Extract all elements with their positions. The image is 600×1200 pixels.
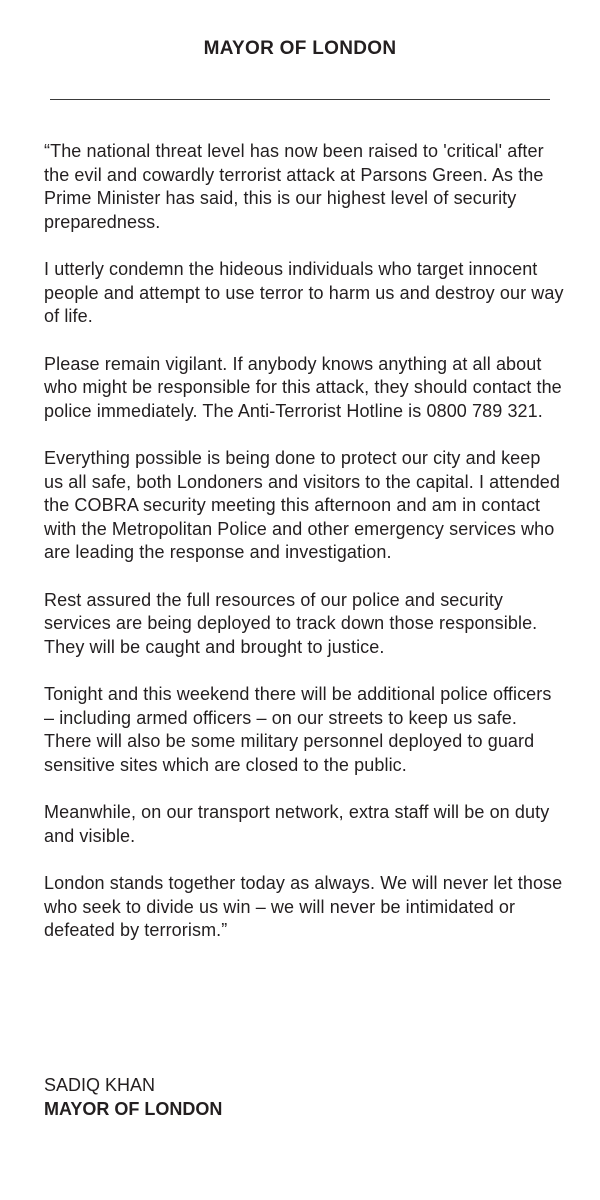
signature-name: SADIQ KHAN — [44, 1075, 156, 1095]
statement-paragraph: Please remain vigilant. If anybody knows anything at all about who might be responsible for this attack, they should contact the police immediately. The Anti-Terrorist Hotline is 0800 789 321. — [44, 353, 562, 421]
statement-paragraph: Rest assured the full resources of our police and security services are being deployed to track down those responsible. They will be caught and brought to justice. — [44, 589, 538, 657]
statement-paragraph: I utterly condemn the hideous individuals who target innocent people and attempt to use terror to harm us and destroy our way of life. — [44, 259, 564, 326]
statement-paragraph: London stands together today as always. We will never let those who seek to divide us win – we will never be intimidated or defeated by terrorism.” — [44, 873, 563, 940]
signature-block — [44, 1074, 222, 1121]
page-title: MAYOR OF LONDON — [203, 38, 397, 59]
statement-paragraph: Everything possible is being done to protect our city and keep us all safe, both Londoners and visitors to the capital. I attended the COBRA security meeting this afternoon and am in contact with the Metropolitan Police and other emergency services who are leading the response and investigation. — [44, 448, 561, 562]
statement-body — [44, 140, 564, 967]
statement-paragraph: “The national threat level has now been raised to 'critical' after the evil and cowardly terrorist attack at Parsons Green. As the Prime Minister has said, this is our highest level of security preparedness. — [44, 141, 544, 232]
statement-paragraph: Tonight and this weekend there will be additional police officers – including armed officers – on our streets to keep us safe. There will also be some military personnel deployed to guard sensitive sites which are closed to the public. — [44, 684, 552, 775]
header-divider — [50, 99, 550, 100]
signature-role: MAYOR OF LONDON — [44, 1098, 223, 1119]
statement-paragraph: Meanwhile, on our transport network, extra staff will be on duty and visible. — [44, 802, 550, 846]
